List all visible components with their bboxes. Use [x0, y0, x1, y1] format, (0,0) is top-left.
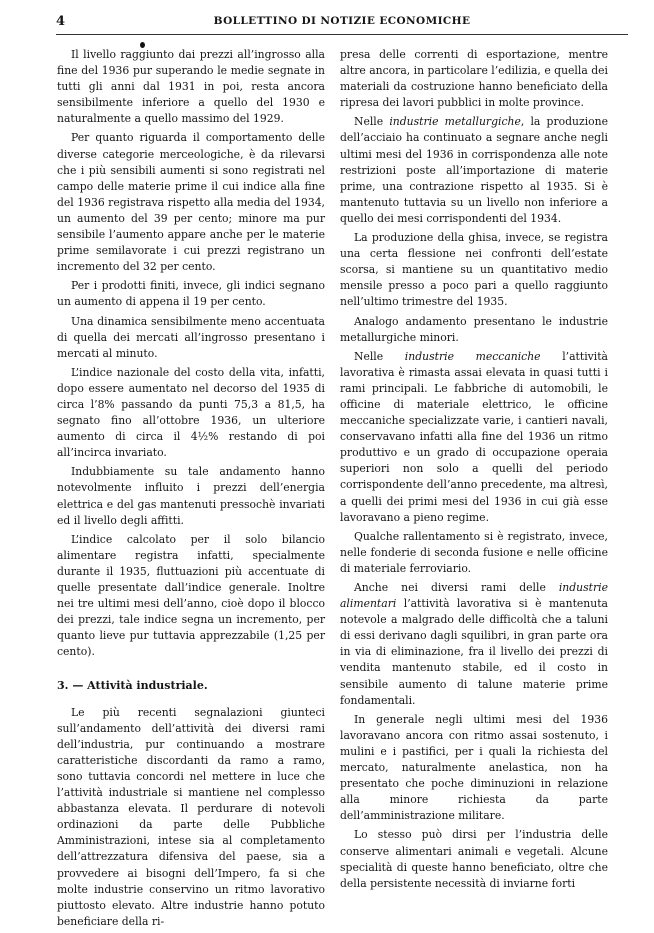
left-column: [57, 47, 325, 933]
paragraph-food-budget-index: L’indice calcolato per il solo bilancio alimentare registra infatti, specialmente durante il 1935, fluttuazioni più accentuate di quelle presentate dall’indice generale. Inoltre nei tre ultimi mesi dell’anno, cioè dopo il blocco dei prezzi, tale indice segna un incremento, per quanto lieve pur tuttavia apprezzabile (1,25 per cento).: [57, 532, 325, 659]
paragraph-finished-products: Per i prodotti finiti, invece, gli indici segnano un aumento di appena il 19 per cento.: [57, 279, 325, 309]
metal-rest: , la produzione dell’acciaio ha continuato a segnare anche negli ultimi mesi del 1936 in corrispondenza alle note restrizioni poste all’importazione di materie prime, una contrazione rispetto al 1935. Si è mantenuto tuttavia su un livello non inferiore a quello dei mesi corrispondenti del 1934.: [340, 115, 608, 225]
paragraph-pig-iron: La produzione della ghisa, invece, se registra una certa flessione nei confronti dell’estate scorsa, si mantiene su un quantitativo medio mensile presso a poco pari a quello raggiunto nell’ultimo trimestre del 1935.: [340, 231, 608, 309]
section-heading-industrial-activity: 3. — Attività industriale.: [57, 679, 208, 693]
metal-lead: Nelle: [354, 115, 390, 129]
paragraph-mills-pasta: In generale negli ultimi mesi del 1936 lavoravano ancora con ritmo assai sostenuto, i mulini e i pastifici, per i quali la richiesta del mercato, naturalmente anelastica, non ha presentato che poche diminuzioni in relazione alla minore richiesta da parte dell’amministrazione militare.: [340, 712, 608, 823]
page-number: 4: [56, 14, 66, 29]
paragraph-energy-rents: Indubbiamente su tale andamento hanno notevolmente influito i prezzi dell’energia elettrica e del gas mantenuti pressochè invariati ed il livello degli affitti.: [57, 465, 325, 527]
column-divider: [331, 40, 332, 880]
paragraph-food-industry: [340, 580, 608, 709]
paragraph-minor-metallurgy: Analogo andamento presentano le industrie metallurgiche minori.: [340, 314, 608, 344]
term-mechanical-industries: industrie meccaniche: [404, 349, 541, 363]
paragraph-mechanical-industry: [340, 349, 608, 526]
term-food-industries: industrie alimentari: [340, 581, 608, 611]
term-metallurgical-industries: industrie metallurgiche: [389, 115, 521, 129]
mech-rest: l’attività lavorativa è rimasta assai elevata in quasi tutti i rami principali. Le fabbriche di automobili, le officine di materiale elettrico, le officine meccaniche specializzate varie, i cantieri navali, conservavano infatti alla fine del 1936 un ritmo produttivo e un grado di occupazione operaia superiori non solo a quelli del periodo corrispondente dell’anno precedente, ma altresì, a quelli dei primi mesi del 1936 in cui già esse lavoravano a pieno regime.: [340, 349, 608, 524]
right-column: [340, 47, 608, 895]
paragraph-price-level: Il livello raggiunto dai prezzi all’ingrosso alla fine del 1936 pur superando le medie segnate in tutti gli anni dal 1931 in poi, resta ancora sensibilmente inferiore a quello del 1930 e naturalmente a quello massimo del 1929.: [57, 48, 325, 126]
paragraph-retail-markets: Una dinamica sensibilmente meno accentuata di quella dei mercati all’ingrosso presentano i mercati al minuto.: [57, 314, 325, 360]
paragraph-cost-of-living: L’indice nazionale del costo della vita, infatti, dopo essere aumentato nel decorso del 1935 di circa l’8% passando da punti 75,3 a 81,5, ha segnato fino all’ottobre 1936, un ulteriore aumento di circa il 4½% restando di poi all’incirca invariato.: [57, 365, 325, 460]
food-rest: l’attività lavorativa si è mantenuta notevole a malgrado delle difficoltà che a taluni di essi derivano dagli squilibri, in gran parte ora in via di eliminazione, fra il livello dei prezzi di vendita mantenuto stabile, ed il costo in sensibile aumento di talune materie prime fondamentali.: [340, 597, 608, 707]
paragraph-metallurgical-industry: [340, 114, 608, 227]
food-lead: Anche nei diversi rami delle: [354, 581, 559, 594]
paragraph-continuation: presa delle correnti di esportazione, mentre altre ancora, in particolare l’edilizia, e quella dei materiali da costruzione hanno beneficiato della ripresa dei lavori pubblici in molte province.: [340, 48, 608, 110]
paragraph-slowdown: Qualche rallentamento si è registrato, invece, nelle fonderie di seconda fusione e nelle officine di materiale ferroviario.: [340, 529, 608, 575]
paragraph-commodity-categories: Per quanto riguarda il comportamento delle diverse categorie merceologiche, è da rilevarsi che i più sensibili aumenti si sono registrati nel campo delle materie prime il cui indice alla fine del 1936 registrava rispetto alla media del 1934, un aumento del 39 per cento; minore ma pur sensibile l’aumento appare anche per le materie prime semilavorate i cui prezzi registrano un incremento del 32 per cento.: [57, 131, 325, 274]
paragraph-preserves: Lo stesso può dirsi per l’industria delle conserve alimentari animali e vegetali. Alcune specialità di queste hanno beneficiato, oltre che della persistente necessità di inviarne forti: [340, 828, 608, 890]
journal-title: BOLLETTINO DI NOTIZIE ECONOMICHE: [213, 15, 471, 27]
page-header: [56, 10, 628, 35]
mech-lead: Nelle: [354, 349, 405, 363]
paragraph-industrial-activity: Le più recenti segnalazioni giunteci sull’andamento dell’attività dei diversi rami dell’industria, pur continuando a mostrare caratteristiche discordanti da ramo a ramo, sono tuttavia concordi nel mettere in luce che l’attività industriale si mantiene nel complesso abbastanza elevata. Il perdurare di notevoli ordinazioni da parte delle Pubbliche Amministrazioni, intese sia al completamento dell’attrezzatura difensiva del paese, sia a provvedere ai bisogni dell’Impero, fa si che molte industrie conservino un ritmo lavorativo piuttosto elevato. Altre industrie hanno potuto beneficiare della ri-: [57, 705, 325, 928]
